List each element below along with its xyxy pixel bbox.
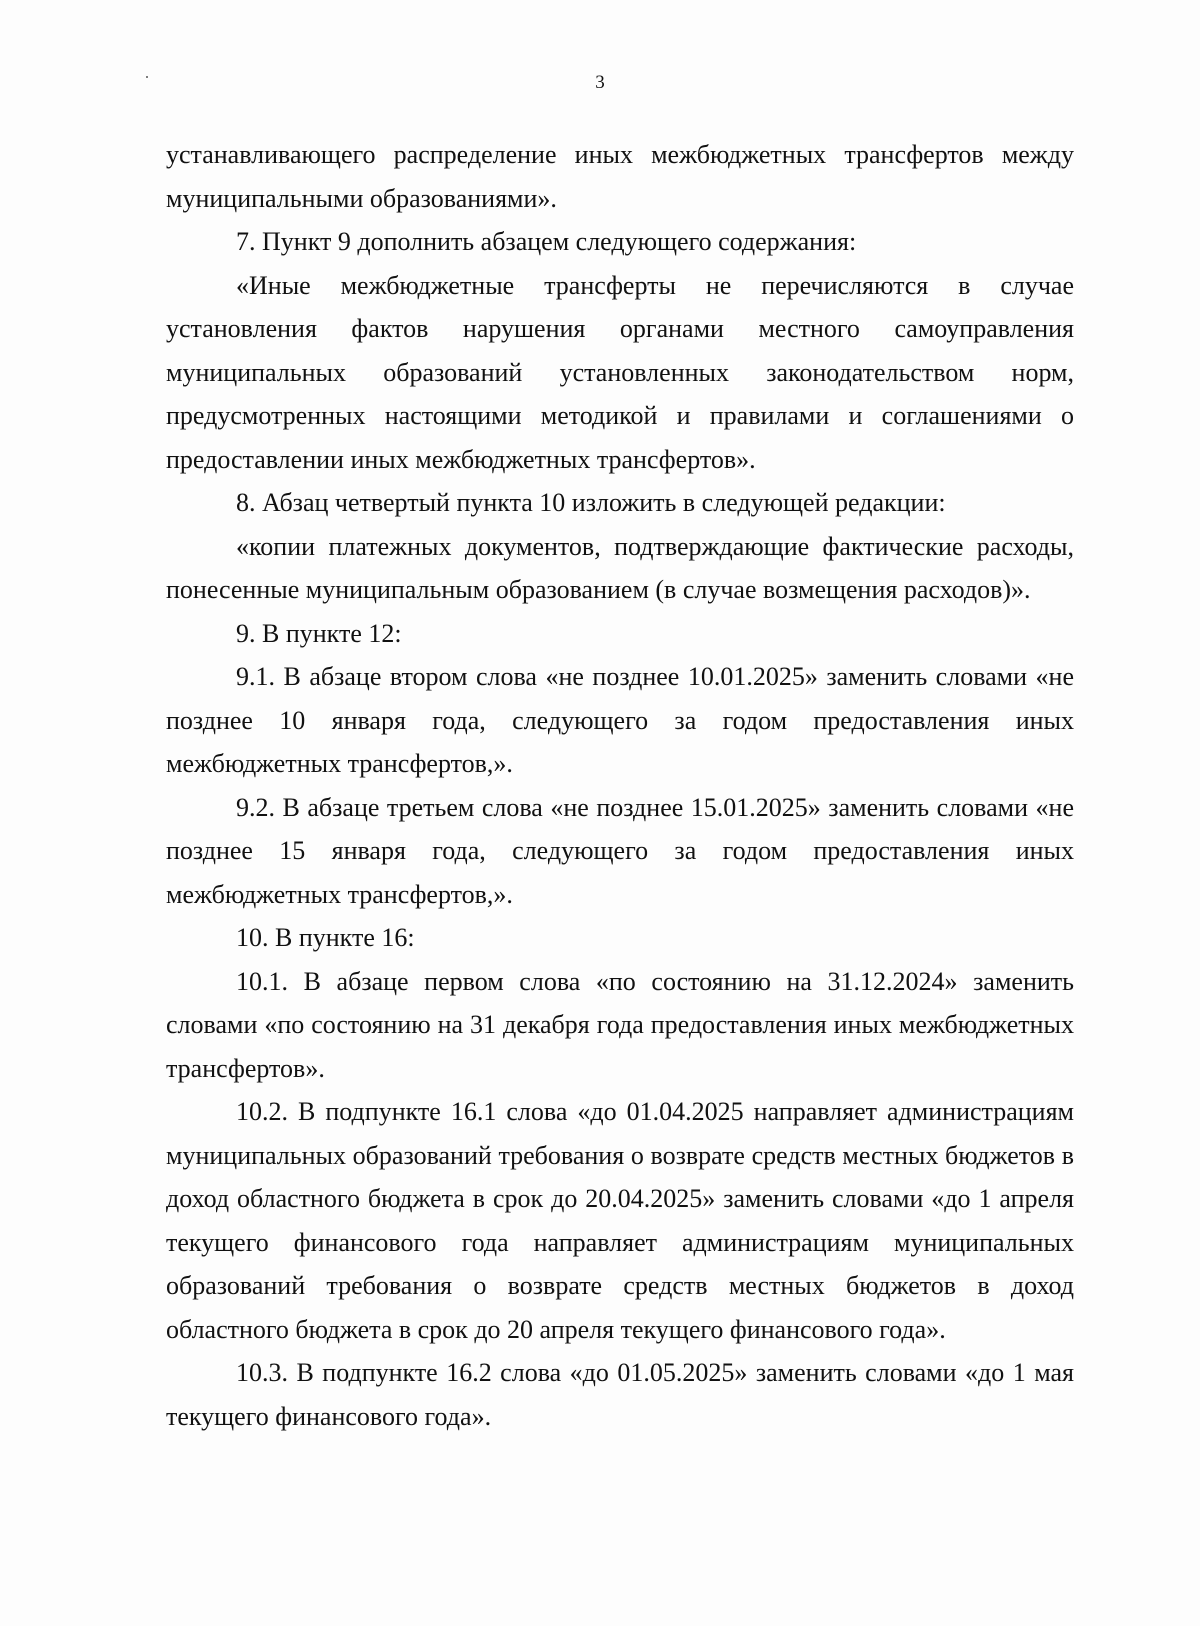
document-body: [166, 133, 1074, 1438]
paragraph-item-7-quote: «Иные межбюджетные трансферты не перечисляются в случае установления фактов нарушения органами местного самоуправления муниципальных образований установленных законодательством норм, предусмотренных настоящими методикой и правилами и соглашениями о предоставлении иных межбюджетных трансфертов».: [166, 270, 1074, 474]
paragraph-item-8-quote: «копии платежных документов, подтверждающие фактические расходы, понесенные муниципальным образованием (в случае возмещения расходов)».: [166, 531, 1074, 604]
paragraph-continuation: устанавливающего распределение иных межбюджетных трансфертов между муниципальными образованиями».: [166, 140, 1074, 213]
paragraph-item-10: 10. В пункте 16:: [236, 923, 415, 952]
paragraph-item-9-1: 9.1. В абзаце втором слова «не позднее 10.01.2025» заменить словами «не позднее 10 января года, следующего за годом предоставления иных межбюджетных трансфертов,».: [166, 662, 1074, 778]
paragraph-item-10-2: 10.2. В подпункте 16.1 слова «до 01.04.2025 направляет администрациям муниципальных образований требования о возврате средств местных бюджетов в доход областного бюджета в срок до 20.04.2025» заменить словами «до 1 апреля текущего финансового года направляет администрациям муниципальных образований требования о возврате средств местных бюджетов в доход областного бюджета в срок до 20 апреля текущего финансового года».: [166, 1097, 1074, 1344]
paragraph-item-8: 8. Абзац четвертый пункта 10 изложить в следующей редакции:: [236, 488, 946, 517]
paragraph-item-9-2: 9.2. В абзаце третьем слова «не позднее 15.01.2025» заменить словами «не позднее 15 января года, следующего за годом предоставления иных межбюджетных трансфертов,».: [166, 792, 1074, 909]
paragraph-item-9: 9. В пункте 12:: [236, 618, 402, 648]
page-number: 3: [595, 72, 605, 93]
paragraph-item-10-1: 10.1. В абзаце первом слова «по состоянию на 31.12.2024» заменить словами «по состоянию на 31 декабря года предоставления иных межбюджетных трансфертов».: [166, 966, 1074, 1083]
paragraph-item-7: 7. Пункт 9 дополнить абзацем следующего содержания:: [236, 227, 857, 256]
paragraph-item-10-3: 10.3. В подпункте 16.2 слова «до 01.05.2025» заменить словами «до 1 мая текущего финансового года».: [166, 1358, 1074, 1431]
